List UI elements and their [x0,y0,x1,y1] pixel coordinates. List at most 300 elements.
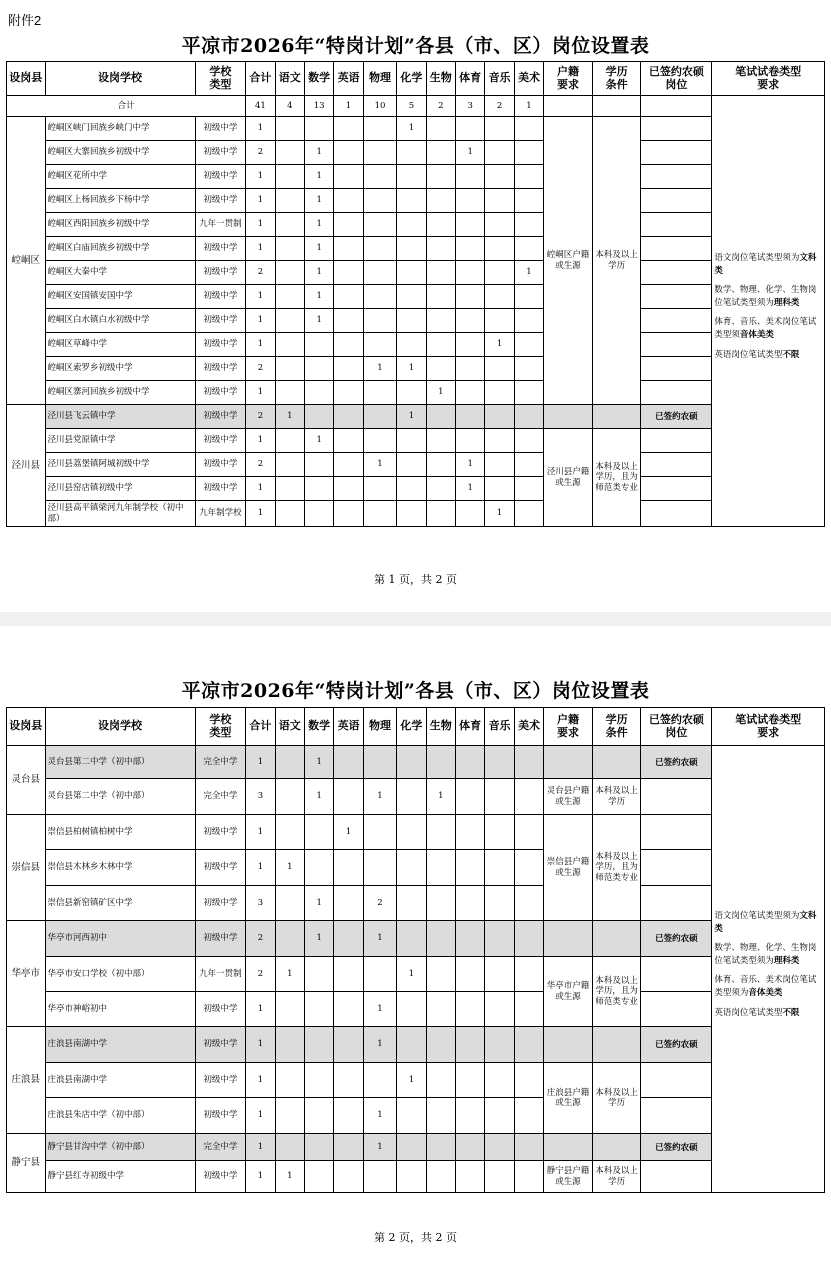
count-cell [397,477,426,501]
count-cell [275,381,304,405]
count-cell [275,746,304,779]
hukou-cell: 灵台县户籍或生源 [544,779,593,815]
count-cell [304,1063,333,1098]
count-cell [363,141,396,165]
column-header: 设岗县 [7,62,46,96]
count-cell [363,1063,396,1098]
count-cell [455,117,484,141]
requirement-text: 英语岗位笔试类型 [714,350,783,361]
table-row [7,1134,825,1161]
count-cell [397,1134,426,1161]
count-cell [514,333,543,357]
column-header: 音乐 [485,708,514,746]
count-cell [334,333,363,357]
count-cell [455,992,484,1027]
count-cell [455,746,484,779]
count-cell [275,1027,304,1063]
count-cell: 1 [275,405,304,429]
signed-master-cell [641,957,712,992]
column-header: 体育 [455,708,484,746]
count-cell [334,213,363,237]
table-row [7,501,825,527]
school-cell: 静宁县甘沟中学（初中部） [45,1134,195,1161]
education-cell [592,1134,641,1161]
signed-master-cell [641,1161,712,1193]
count-cell [426,1027,455,1063]
total-label: 合计 [7,96,246,117]
county-cell: 泾川县 [7,405,46,527]
count-cell [455,213,484,237]
signed-master-cell [641,117,712,141]
count-cell [304,992,333,1027]
count-cell: 1 [246,237,275,261]
count-cell [304,477,333,501]
hukou-cell [544,405,593,429]
signed-master-cell: 已签约农硕 [641,746,712,779]
count-cell [275,141,304,165]
count-cell: 1 [275,957,304,992]
count-cell [275,357,304,381]
signed-master-cell [641,381,712,405]
signed-master-cell [641,815,712,850]
count-cell [485,237,514,261]
count-cell [304,357,333,381]
requirement-text: 数学、物理、化学、生物岗位笔试类型须为 [714,285,817,308]
count-cell [334,357,363,381]
count-cell [334,1134,363,1161]
count-cell [485,850,514,886]
count-cell [363,1161,396,1193]
count-cell [334,261,363,285]
count-cell [275,309,304,333]
requirement-emphasis: 音体美类 [739,328,774,339]
count-cell [485,746,514,779]
column-header: 语文 [275,62,304,96]
count-cell [485,453,514,477]
count-cell: 1 [246,117,275,141]
count-cell [426,992,455,1027]
count-cell [455,1027,484,1063]
count-cell [485,285,514,309]
school-cell: 泾川县荔堡镇阿城初级中学 [45,453,195,477]
count-cell [455,1134,484,1161]
table-row [7,165,825,189]
count-cell [334,309,363,333]
count-cell [334,501,363,527]
school-type-cell: 九年一贯制 [195,957,246,992]
count-cell [397,141,426,165]
count-cell [514,141,543,165]
count-cell [304,453,333,477]
count-cell [397,381,426,405]
signed-master-cell [641,357,712,381]
count-cell [275,779,304,815]
count-cell [455,333,484,357]
count-cell: 1 [304,141,333,165]
count-cell: 1 [397,405,426,429]
count-cell [304,405,333,429]
count-cell [334,850,363,886]
count-cell [455,381,484,405]
school-type-cell: 初级中学 [195,429,246,453]
table-row [7,381,825,405]
count-cell: 2 [246,261,275,285]
count-cell: 1 [363,1134,396,1161]
table-row [7,746,825,779]
count-cell: 1 [304,189,333,213]
total-cell: 1 [514,96,543,117]
count-cell [514,1098,543,1134]
signed-master-cell: 已签约农硕 [641,405,712,429]
count-cell [334,1063,363,1098]
count-cell [334,117,363,141]
count-cell [514,850,543,886]
table-row [7,405,825,429]
requirement-text: 语文岗位笔试类型须为 [714,911,800,922]
school-cell: 庄浪县朱店中学（初中部） [45,1098,195,1134]
table-row [7,141,825,165]
school-cell: 崇信县新窑镇矿区中学 [45,886,195,921]
count-cell: 1 [246,429,275,453]
count-cell [426,453,455,477]
count-cell [397,309,426,333]
table-row [7,453,825,477]
count-cell: 1 [397,1063,426,1098]
count-cell [485,405,514,429]
count-cell: 2 [246,357,275,381]
count-cell [455,886,484,921]
count-cell [426,117,455,141]
count-cell [334,1098,363,1134]
exam-type-requirements [712,96,825,527]
column-header: 物理 [363,708,396,746]
count-cell: 1 [275,850,304,886]
count-cell: 1 [304,285,333,309]
count-cell [304,850,333,886]
count-cell: 1 [246,285,275,309]
count-cell [485,357,514,381]
count-cell [397,333,426,357]
annex-label: 附件2 [8,13,42,28]
signed-master-cell [641,1063,712,1098]
school-cell: 崆峒区上杨回族乡下杨中学 [45,189,195,213]
count-cell [397,850,426,886]
total-cell: 1 [334,96,363,117]
column-header: 设岗学校 [45,62,195,96]
signed-master-cell [641,453,712,477]
count-cell [455,309,484,333]
column-header: 已签约农硕 岗位 [641,62,712,96]
column-header: 笔试试卷类型 要求 [712,708,825,746]
count-cell [514,1027,543,1063]
count-cell [275,453,304,477]
count-cell [455,779,484,815]
count-cell [363,429,396,453]
column-header: 合计 [246,62,275,96]
count-cell [426,815,455,850]
count-cell [304,1027,333,1063]
count-cell [426,333,455,357]
count-cell [485,921,514,957]
count-cell [514,921,543,957]
school-type-cell: 初级中学 [195,117,246,141]
school-type-cell: 初级中学 [195,1098,246,1134]
count-cell: 1 [363,1027,396,1063]
count-cell: 1 [304,165,333,189]
signed-master-cell [641,285,712,309]
school-type-cell: 初级中学 [195,405,246,429]
count-cell: 2 [246,957,275,992]
table-row [7,309,825,333]
count-cell [397,237,426,261]
count-cell: 1 [246,815,275,850]
signed-master-cell [641,189,712,213]
column-header: 已签约农硕 岗位 [641,708,712,746]
school-type-cell: 初级中学 [195,1027,246,1063]
count-cell [485,213,514,237]
count-cell [514,1161,543,1193]
count-cell: 1 [363,453,396,477]
count-cell: 1 [246,1063,275,1098]
count-cell [304,381,333,405]
count-cell: 2 [246,405,275,429]
table-row [7,333,825,357]
count-cell [514,992,543,1027]
count-cell: 1 [246,189,275,213]
count-cell [397,213,426,237]
count-cell: 1 [397,957,426,992]
table-row [7,357,825,381]
count-cell [363,381,396,405]
count-cell [485,1063,514,1098]
count-cell [485,429,514,453]
count-cell [514,117,543,141]
count-cell [455,237,484,261]
count-cell: 1 [246,992,275,1027]
signed-master-cell [641,237,712,261]
count-cell [455,429,484,453]
count-cell [304,1161,333,1193]
count-cell [334,992,363,1027]
count-cell [455,189,484,213]
count-cell [334,381,363,405]
table-header-row [7,708,825,746]
count-cell [397,815,426,850]
column-header: 学历 条件 [592,62,641,96]
page-footer: 第 1 页，共 2 页 [374,573,457,586]
table-row [7,850,825,886]
table-header-row [7,62,825,96]
signed-master-cell [641,429,712,453]
school-cell: 崆峒区索罗乡初级中学 [45,357,195,381]
column-header: 合计 [246,708,275,746]
table-row [7,429,825,453]
table-row [7,1063,825,1098]
column-header: 户籍 要求 [544,62,593,96]
signed-master-cell [641,165,712,189]
table-row [7,1161,825,1193]
count-cell [485,957,514,992]
column-header: 设岗县 [7,708,46,746]
count-cell [514,357,543,381]
count-cell [455,405,484,429]
count-cell [397,429,426,453]
count-cell: 2 [246,453,275,477]
column-header: 学校 类型 [195,62,246,96]
count-cell [485,1161,514,1193]
count-cell [363,261,396,285]
count-cell [426,1063,455,1098]
count-cell: 1 [246,850,275,886]
count-cell [426,309,455,333]
column-header: 学校 类型 [195,708,246,746]
count-cell [485,992,514,1027]
requirement-text: 英语岗位笔试类型 [714,1008,783,1019]
count-cell [275,285,304,309]
count-cell [514,381,543,405]
count-cell: 1 [246,1161,275,1193]
count-cell [397,886,426,921]
total-cell: 3 [455,96,484,117]
school-cell: 崇信县柏树镇柏树中学 [45,815,195,850]
table-row [7,237,825,261]
count-cell [275,165,304,189]
school-cell: 崆峒区大秦中学 [45,261,195,285]
school-type-cell: 初级中学 [195,453,246,477]
count-cell [485,779,514,815]
count-cell [334,189,363,213]
count-cell [275,261,304,285]
column-header: 化学 [397,62,426,96]
count-cell [514,779,543,815]
count-cell [514,477,543,501]
count-cell [514,213,543,237]
count-cell [275,117,304,141]
count-cell [363,285,396,309]
signed-master-cell [641,261,712,285]
count-cell [363,501,396,527]
count-cell [334,141,363,165]
count-cell [485,309,514,333]
count-cell [455,921,484,957]
requirement-text: 体育、音乐、美术岗位笔试类型须 [714,317,817,340]
school-cell: 崆峒区峡门回族乡峡门中学 [45,117,195,141]
column-header: 美术 [514,62,543,96]
count-cell [485,261,514,285]
count-cell: 2 [246,141,275,165]
school-type-cell: 完全中学 [195,779,246,815]
signed-master-cell [641,309,712,333]
count-cell [397,453,426,477]
count-cell: 1 [246,381,275,405]
count-cell [397,285,426,309]
hukou-cell [544,1134,593,1161]
signed-master-cell [641,333,712,357]
count-cell [455,1161,484,1193]
count-cell [363,333,396,357]
count-cell: 1 [363,1098,396,1134]
count-cell: 1 [397,357,426,381]
education-cell [592,405,641,429]
count-cell [485,381,514,405]
count-cell: 1 [304,261,333,285]
education-cell: 本科及以上学历 [592,1161,641,1193]
count-cell [514,746,543,779]
count-cell: 1 [363,357,396,381]
total-cell: 41 [246,96,275,117]
hukou-cell [544,1027,593,1063]
total-cell: 13 [304,96,333,117]
count-cell: 1 [363,992,396,1027]
column-header: 生物 [426,62,455,96]
count-cell [397,189,426,213]
school-cell: 崆峒区安国镇安国中学 [45,285,195,309]
school-cell: 崇信县木林乡木林中学 [45,850,195,886]
count-cell [426,165,455,189]
count-cell [334,405,363,429]
signed-master-cell [641,779,712,815]
column-header: 音乐 [485,62,514,96]
count-cell: 1 [334,815,363,850]
count-cell: 1 [246,746,275,779]
school-cell: 泾川县窑店镇初级中学 [45,477,195,501]
count-cell [363,237,396,261]
count-cell [514,285,543,309]
count-cell [363,815,396,850]
count-cell [275,189,304,213]
count-cell [514,429,543,453]
count-cell [455,1098,484,1134]
requirement-emphasis: 理科类 [773,296,800,307]
count-cell: 1 [246,477,275,501]
column-header: 化学 [397,708,426,746]
school-type-cell: 初级中学 [195,165,246,189]
count-cell: 1 [246,1098,275,1134]
column-header: 美术 [514,708,543,746]
requirement-emphasis: 不限 [782,1007,800,1018]
signed-master-cell [641,850,712,886]
count-cell [363,165,396,189]
school-type-cell: 初级中学 [195,1161,246,1193]
column-header: 语文 [275,708,304,746]
count-cell: 1 [455,141,484,165]
school-type-cell: 初级中学 [195,477,246,501]
count-cell [514,237,543,261]
total-row [7,96,825,117]
count-cell [363,746,396,779]
positions-table-page-1 [6,61,825,527]
education-cell: 本科及以上学历 [592,117,641,405]
table-row [7,1098,825,1134]
school-type-cell: 九年一贯制 [195,213,246,237]
school-cell: 崆峒区草峰中学 [45,333,195,357]
count-cell [275,333,304,357]
count-cell: 1 [304,309,333,333]
page-2 [0,626,831,1285]
table-row [7,477,825,501]
count-cell [334,779,363,815]
count-cell [334,746,363,779]
count-cell [397,501,426,527]
column-header: 户籍 要求 [544,708,593,746]
requirement-emphasis: 文科类 [714,910,817,933]
count-cell [334,165,363,189]
count-cell [275,477,304,501]
count-cell [397,779,426,815]
column-header: 数学 [304,708,333,746]
school-type-cell: 初级中学 [195,261,246,285]
count-cell [455,165,484,189]
